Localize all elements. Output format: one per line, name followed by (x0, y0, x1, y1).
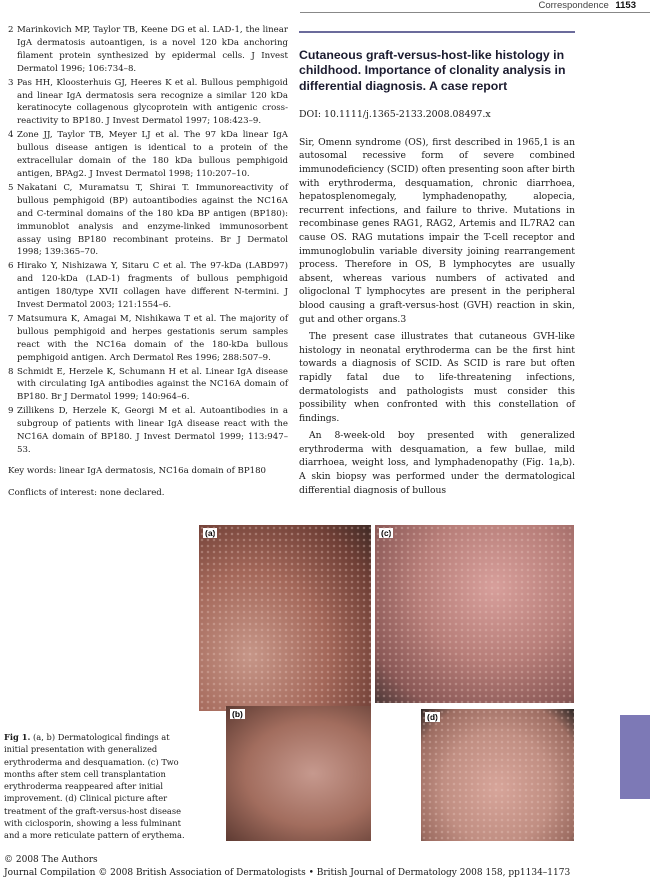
figure-label-a: (a) (205, 528, 216, 538)
figure-label-d: (d) (427, 712, 438, 722)
figure-caption (4, 731, 196, 842)
copyright-line: © 2008 The Authors (4, 855, 98, 865)
running-header (538, 0, 636, 11)
figure-photo-d (421, 709, 574, 841)
body-paragraph: The present case illustrates that cutaneous GVH-like histology in neonatal erythroderma can be the first hint towards a diagnosis of SCID. As SCID is rare but often rapidly fatal due to life-threatening infections, dermatologists and pathologists must consider this possibility when confronted with this constellation of findings. (299, 331, 575, 424)
body-paragraph: An 8-week-old boy presented with generalized erythroderma with desquamation, a few bullae, mild diarrhoea, weight loss, and lymphadenopathy (Fig. 1a,b). A skin biopsy was performed under the dermatological differential diagnosis of bullous (299, 430, 575, 496)
conflicts-of-interest: Conflicts of interest: none declared. (8, 487, 165, 498)
journal-line: Journal Compilation © 2008 British Association of Dermatologists • British Journal of Dermatology 2008 158, pp1134–1173 (4, 868, 571, 878)
reference-item: 9 Zillikens D, Herzele K, Georgi M et al. Autoantibodies in a subgroup of patients with linear IgA disease react with the NC16A domain of BP180. J Invest Dermatol 1999; 113:947–53. (8, 406, 288, 455)
caption-label: Fig 1. (4, 732, 31, 742)
article-doi: DOI: 10.1111/j.1365-2133.2008.08497.x (299, 109, 491, 121)
article-title: Cutaneous graft-versus-host-like histology in childhood. Importance of clonality analysis in differential diagnosis. A case report (299, 48, 566, 93)
reference-item: 6 Hirako Y, Nishizawa Y, Sitaru C et al. The 97-kDa (LABD97) and 120-kDa (LAD-1) fragments of bullous pemphigoid antigen 180/type XVII collagen have different N-termini. J Invest Dermatol 2003; 121:1554–6. (8, 261, 288, 311)
section-tab (620, 715, 650, 799)
figure-photo-a (199, 525, 371, 711)
reference-item: 7 Matsumura K, Amagai M, Nishikawa T et al. The majority of bullous pemphigoid and herpes gestationis serum samples react with the NC16a domain of the 180-kDa bullous pemphigoid antigen. Arch Dermatol Res 1996; 288:507–9. (8, 313, 288, 363)
reference-item: 8 Schmidt E, Herzele K, Schumann H et al. Linear IgA disease with circulating IgA antibodies against the NC16A domain of BP180. Br J Dermatol 1999; 140:964–6. (8, 366, 288, 403)
article-column (299, 24, 575, 497)
figure-photo-c (375, 525, 574, 703)
keywords: Key words: linear IgA dermatosis, NC16a domain of BP180 (8, 465, 267, 476)
figure-label-c: (c) (381, 528, 392, 538)
reference-column (8, 24, 288, 500)
header-section: Correspondence (538, 0, 609, 11)
figure-label-b: (b) (232, 709, 243, 719)
page-number: 1153 (615, 0, 636, 11)
figure-photo-b (226, 706, 371, 841)
reference-item: 4 Zone JJ, Taylor TB, Meyer LJ et al. The 97 kDa linear IgA bullous disease antigen is identical to a protein of the extracellular domain of the 180 kDa bullous pemphigoid antigen, BPAg2. J Invest Dermatol 1998; 110:207–10. (8, 130, 288, 179)
caption-text: (a, b) Dermatological findings at initial presentation with generalized erythroderma and desquamation. (c) Two months after stem cell transplantation erythroderma reappeared after initial improvement. (d) Clinical picture after treatment of the graft-versus-host disease with ciclosporin, showing a less fulminant and a more reticulate pattern of erythema. (4, 732, 185, 841)
reference-item: 5 Nakatani C, Muramatsu T, Shirai T. Immunoreactivity of bullous pemphigoid (BP) autoantibodies against the NC16A and C-terminal domains of the 180 kDa BP antigen (BP180): immunoblot analysis and enzyme-linked immunosorbent assay using BP180 recombinant proteins. Br J Dermatol 1998; 139:365–70. (8, 182, 288, 258)
reference-item: 3 Pas HH, Kloosterhuis GJ, Heeres K et al. Bullous pemphigoid and linear IgA dermatosis sera recognize a similar 120 kDa keratinocyte collagenous glycoprotein with antigenic cross-reactivity to BP180. J Invest Dermatol 1997; 108:423–9. (8, 77, 288, 127)
body-paragraph: Sir, Omenn syndrome (OS), first described in 1965,1 is an autosomal recessive form of severe combined immunodeficiency (SCID) often presenting soon after birth with erythroderma, desquamation, chronic diarrhoea, hepatosplenomegaly, lymphadenopathy, alopecia, recurrent infections, and failure to thrive. Mutations in recombinase genes RAG1, RAG2, Artemis and IL7RA2 can cause OS. RAG mutations impair the T-cell receptor and immunoglobulin variable diversity joining rearrangement process. Therefore in OS, B lymphocytes are usually absent, whereas various numbers of activated and oligoclonal T lymphocytes are present in the peripheral blood causing a graft-versus-host (GVH) reaction in skin, gut and other organs.3 (299, 136, 575, 325)
page-footer (4, 854, 570, 880)
header-rule (300, 12, 650, 13)
reference-item: 2 Marinkovich MP, Taylor TB, Keene DG et al. LAD-1, the linear IgA dermatosis autoantigen, is a novel 120 kDa anchoring filament protein synthesized by epidermal cells. J Invest Dermatol 1996; 106:734–8. (8, 25, 288, 74)
title-rule (299, 31, 575, 33)
